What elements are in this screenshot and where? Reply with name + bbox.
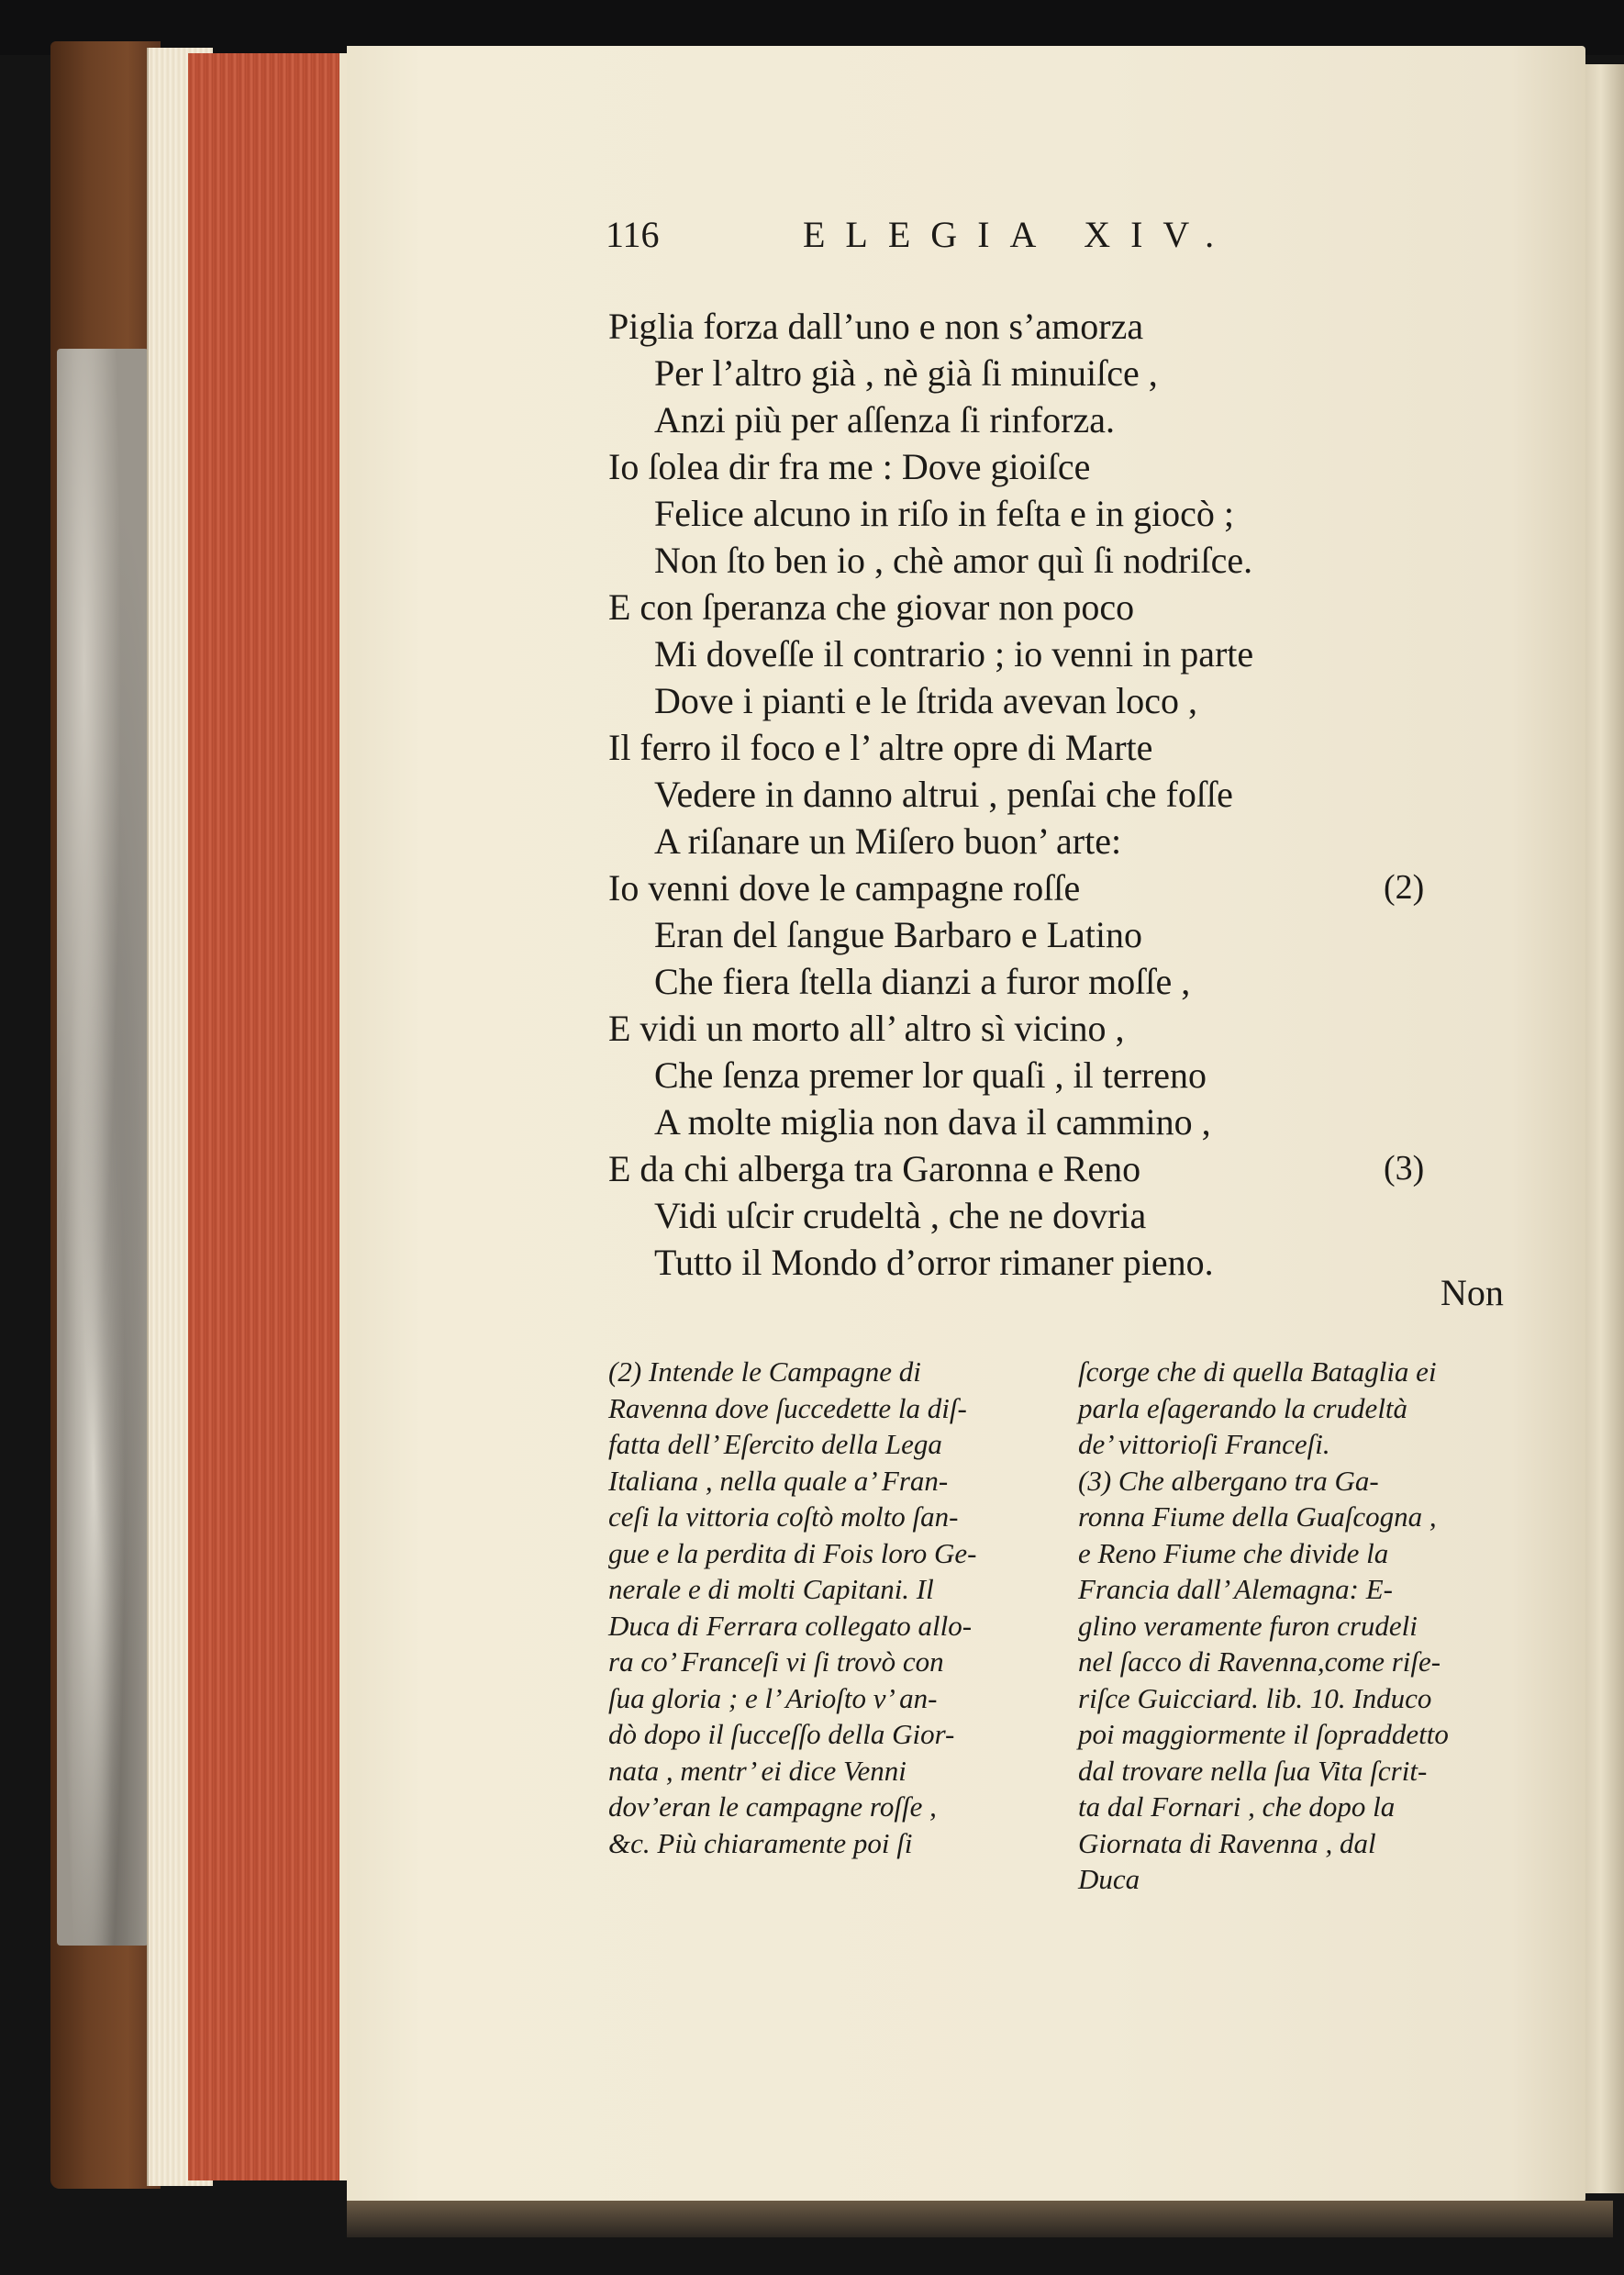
verse-line bbox=[608, 911, 1253, 958]
footnote-line: e Reno Fiume che divide la bbox=[1078, 1536, 1389, 1569]
verse-line bbox=[608, 1239, 1253, 1286]
book-bottom-shadow bbox=[347, 2201, 1613, 2237]
verse-line bbox=[608, 771, 1253, 818]
verse-line-text: Vidi uſcir crudeltà , che ne dovria bbox=[654, 1195, 1147, 1236]
footnote-line: gue e la perdita di Fois loro Ge- bbox=[608, 1536, 977, 1569]
footnote-line: Italiana , nella quale a’ Fran- bbox=[608, 1464, 949, 1497]
verse-line bbox=[608, 1192, 1253, 1239]
verse-line-text: A molte miglia non dava il cammino , bbox=[654, 1101, 1211, 1143]
footnote-line: dov’eran le campagne roſſe , bbox=[608, 1790, 937, 1823]
page-number: 116 bbox=[606, 214, 660, 255]
footnote-line: glino veramente furon crudeli bbox=[1078, 1609, 1418, 1642]
verse-line bbox=[608, 1052, 1253, 1098]
footnote-line: Ravenna dove ſuccedette la diſ- bbox=[608, 1391, 967, 1424]
footnote-line: ra co’ Franceſi vi ſi trovò con bbox=[608, 1645, 944, 1678]
footnote-line: Giornata di Ravenna , dal bbox=[1078, 1826, 1376, 1859]
verse-line-text: A riſanare un Miſero buon’ arte: bbox=[654, 820, 1122, 862]
footnote-line: nata , mentr’ ei dice Venni bbox=[608, 1754, 907, 1787]
verse-line-text: Io ſolea dir fra me : Dove gioiſce bbox=[608, 446, 1091, 487]
verse-line bbox=[608, 537, 1253, 584]
verse-line bbox=[608, 958, 1253, 1005]
page-title: ELEGIA XIV. bbox=[803, 214, 1235, 255]
footnote-line: ronna Fiume della Guaſcogna , bbox=[1078, 1500, 1437, 1533]
footnotes-right-column bbox=[1078, 1354, 1514, 1898]
verse-line bbox=[608, 584, 1253, 630]
footnote-line: de’ vittorioſi Franceſi. bbox=[1078, 1428, 1330, 1460]
verse-line-text: Mi doveſſe il contrario ; io venni in parte bbox=[654, 633, 1254, 675]
facing-page-edge bbox=[1585, 64, 1624, 2193]
footnote-line: Francia dall’ Alemagna: E- bbox=[1078, 1573, 1393, 1605]
verse-line-text: Non ſto ben io , chè amor quì ſi nodriſce. bbox=[654, 540, 1253, 581]
footnote-line: ceſi la vittoria coſtò molto ſan- bbox=[608, 1500, 959, 1533]
verse-line bbox=[608, 864, 1425, 911]
verse-line-text: Che fiera ſtella dianzi a furor moſſe , bbox=[654, 961, 1191, 1002]
verse-line-text: Vedere in danno altrui , penſai che foſſe bbox=[654, 774, 1233, 815]
verse-line-text: Anzi più per aſſenza ſi rinforza. bbox=[654, 399, 1115, 441]
verse-block bbox=[608, 303, 1425, 1286]
verse-line-text: Per l’altro già , nè già ſi minuiſce , bbox=[654, 352, 1158, 394]
verse-line bbox=[608, 303, 1253, 350]
verse-line bbox=[608, 677, 1253, 724]
footnote-line: (2) Intende le Campagne di bbox=[608, 1355, 921, 1388]
footnote-line: dò dopo il ſucceſſo della Gior- bbox=[608, 1718, 955, 1750]
footnote-line: poi maggiormente il ſopraddetto bbox=[1078, 1718, 1449, 1750]
verse-line-text: Felice alcuno in riſo in feſta e in giocò ; bbox=[654, 493, 1235, 534]
footnote-line: ſcorge che di quella Bataglia ei bbox=[1078, 1355, 1437, 1388]
footnote-line: fatta dell’ Eſercito della Lega bbox=[608, 1428, 942, 1460]
verse-line-text: Il ferro il foco e l’ altre opre di Marte bbox=[608, 727, 1153, 768]
verse-line bbox=[608, 350, 1253, 396]
verse-line-text: Tutto il Mondo d’orror rimaner pieno. bbox=[654, 1242, 1214, 1283]
running-header bbox=[606, 213, 1321, 268]
verse-line bbox=[608, 490, 1253, 537]
verse-line bbox=[608, 724, 1253, 771]
footnote-line: parla eſagerando la crudeltà bbox=[1078, 1391, 1408, 1424]
verse-line bbox=[608, 818, 1253, 864]
verse-line bbox=[608, 396, 1253, 443]
footnote-marker: (2) bbox=[1384, 868, 1425, 907]
verse-line bbox=[608, 630, 1253, 677]
verse-line bbox=[608, 1005, 1253, 1052]
footnote-marker: (3) bbox=[1384, 1149, 1425, 1188]
catchword: Non bbox=[1440, 1272, 1504, 1313]
footnote-line: riſce Guicciard. lib. 10. Induco bbox=[1078, 1681, 1432, 1714]
verse-line-text: Dove i pianti e le ſtrida avevan loco , bbox=[654, 680, 1198, 721]
footnote-line: nerale e di molti Capitani. Il bbox=[608, 1573, 934, 1605]
footnote-line: Duca di Ferrara collegato allo- bbox=[608, 1609, 973, 1642]
verse-line-text: E con ſperanza che giovar non poco bbox=[608, 586, 1135, 628]
verse-line-text: Io venni dove le campagne roſſe bbox=[608, 867, 1081, 909]
marbled-cover-paper bbox=[57, 349, 149, 1946]
verse-line-text: Che ſenza premer lor quaſi , il terreno bbox=[654, 1054, 1207, 1096]
footnote-line: dal trovare nella ſua Vita ſcrit- bbox=[1078, 1754, 1428, 1787]
verse-line-text: Piglia forza dall’uno e non s’amorza bbox=[608, 306, 1144, 347]
footnote-line: &c. Più chiaramente poi ſi bbox=[608, 1826, 913, 1859]
footnotes-left-column bbox=[608, 1354, 1049, 1861]
verse-line-text: E da chi alberga tra Garonna e Reno bbox=[608, 1148, 1141, 1189]
footnote-line: ta dal Fornari , che dopo la bbox=[1078, 1790, 1396, 1823]
footnote-line: (3) Che albergano tra Ga- bbox=[1078, 1464, 1379, 1497]
red-stained-page-edge bbox=[188, 53, 344, 2180]
footnote-line: nel ſacco di Ravenna,come riſe- bbox=[1078, 1645, 1441, 1678]
footnote-line: ſua gloria ; e l’ Arioſto v’ an- bbox=[608, 1681, 938, 1714]
verse-line-text: Eran del ſangue Barbaro e Latino bbox=[654, 914, 1142, 955]
page-edge-gap bbox=[339, 53, 347, 2180]
verse-line-text: E vidi un morto all’ altro sì vicino , bbox=[608, 1008, 1125, 1049]
verse-line bbox=[608, 1098, 1253, 1145]
footnote-line: Duca bbox=[1078, 1863, 1140, 1895]
verse-line bbox=[608, 443, 1253, 490]
verse-line bbox=[608, 1145, 1425, 1192]
